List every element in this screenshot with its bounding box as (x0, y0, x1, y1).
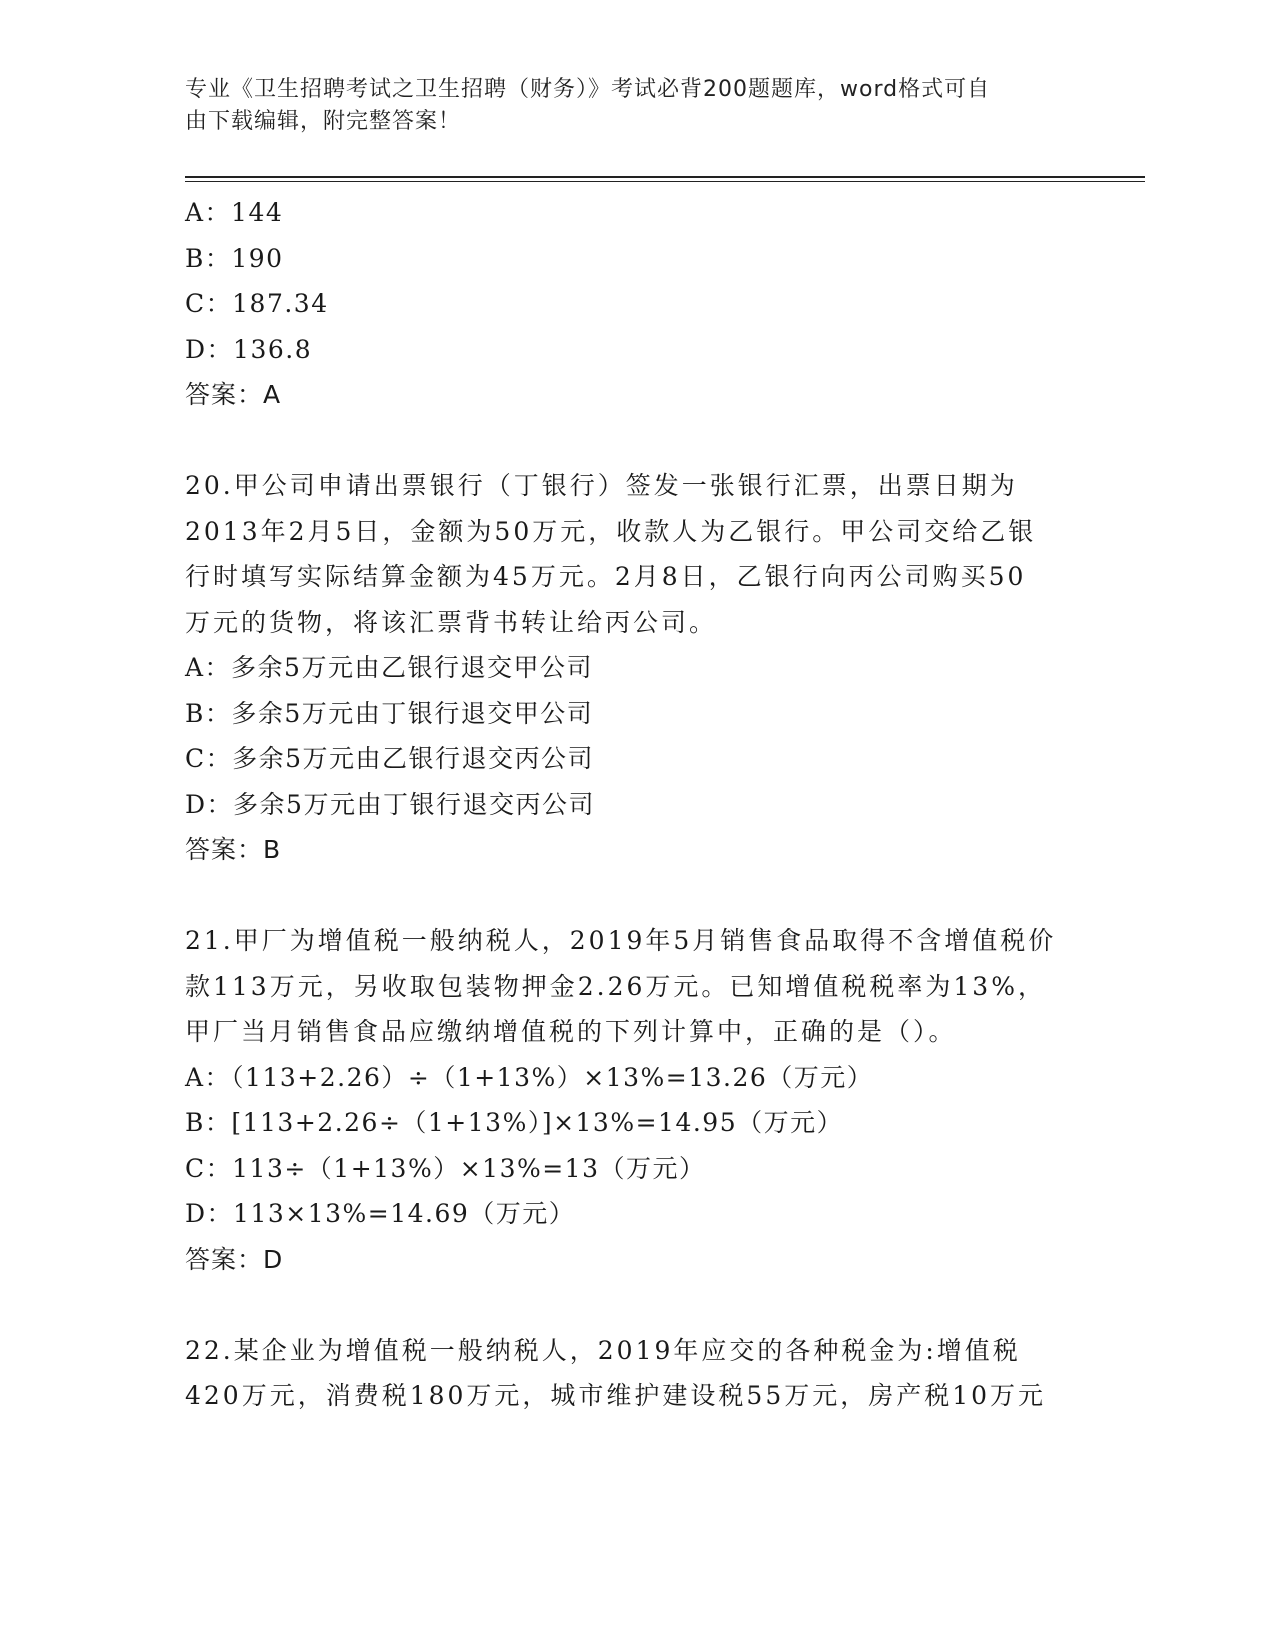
spacer (185, 1282, 1085, 1328)
option-c: C：187.34 (185, 289, 329, 318)
question-stem-line: 20.甲公司申请出票银行（丁银行）签发一张银行汇票，出票日期为 (185, 471, 1018, 500)
header-line-2: 由下载编辑，附完整答案！ (185, 109, 462, 134)
option-d: D：多余5万元由丁银行退交丙公司 (185, 789, 595, 819)
option-d: D：113×13%=14.69（万元） (185, 1199, 576, 1228)
answer-line: 答案：A (185, 380, 282, 409)
option-c: C：多余5万元由乙银行退交丙公司 (185, 744, 595, 773)
question-stem-line: 21.甲厂为增值税一般纳税人，2019年5月销售食品取得不含增值税价 (185, 926, 1057, 955)
option-b: B：多余5万元由丁银行退交甲公司 (185, 698, 594, 728)
option-b: B：[113+2.26÷（1+13%）]×13%=14.95（万元） (185, 1108, 844, 1137)
header-rule-thin (185, 181, 1145, 182)
question-stem-line: 420万元，消费税180万元，城市维护建设税55万元，房产税10万元 (185, 1381, 1047, 1410)
question-stem-line: 行时填写实际结算金额为45万元。2月8日，乙银行向丙公司购买50 (185, 562, 1027, 591)
question-21 (185, 918, 1085, 1282)
answer-line: 答案：B (185, 835, 282, 864)
question-stem-line: 2013年2月5日，金额为50万元，收款人为乙银行。甲公司交给乙银 (185, 516, 1037, 546)
answer-line: 答案：D (185, 1244, 284, 1274)
option-d: D：136.8 (185, 334, 313, 364)
question-stem-line: 万元的货物，将该汇票背书转让给丙公司。 (185, 607, 718, 637)
question-stem-line: 甲厂当月销售食品应缴纳增值税的下列计算中，正确的是（）。 (185, 1017, 957, 1046)
question-19 (185, 190, 1085, 418)
option-b: B：190 (185, 243, 284, 273)
question-stem-line: 款113万元，另收取包装物押金2.26万元。已知增值税税率为13%， (185, 971, 1046, 1001)
question-body (185, 190, 1085, 1419)
option-c: C：113÷（1+13%）×13%=13（万元） (185, 1153, 706, 1183)
question-22 (185, 1328, 1085, 1419)
page-header (185, 74, 1065, 138)
header-line-1: 专业《卫生招聘考试之卫生招聘（财务）》考试必背200题题库，word格式可自 (185, 77, 991, 102)
spacer (185, 873, 1085, 919)
option-a: A：（113+2.26）÷（1+13%）×13%=13.26（万元） (185, 1062, 874, 1092)
question-stem-line: 22.某企业为增值税一般纳税人，2019年应交的各种税金为:增值税 (185, 1335, 1021, 1365)
spacer (185, 418, 1085, 464)
option-a: A：多余5万元由乙银行退交甲公司 (185, 653, 593, 682)
header-rule-thick (185, 176, 1145, 178)
option-a: A：144 (185, 198, 284, 227)
question-20 (185, 463, 1085, 873)
